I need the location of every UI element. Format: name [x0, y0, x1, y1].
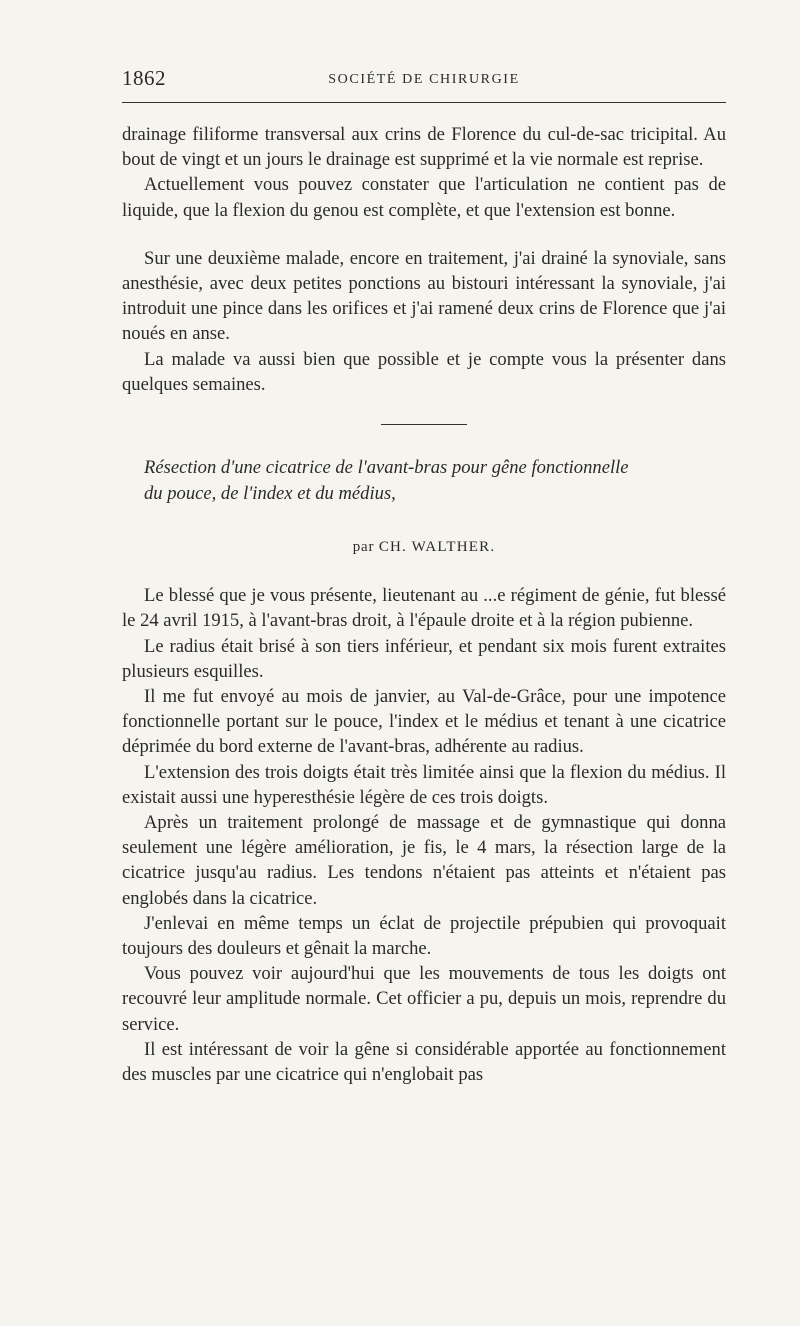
author-name: CH. WALTHER. — [378, 539, 496, 556]
author-prefix: par — [352, 539, 375, 556]
paragraph-gap — [122, 223, 726, 246]
paragraph: La malade va aussi bien que possible et je compte vous la présenter dans quelques semaines. — [122, 348, 726, 395]
paragraph: Actuellement vous pouvez constater que l'articulation ne contient pas de liquide, que la flexion du genou est complète, et que l'extension est bonne. — [122, 174, 726, 221]
page-header — [122, 66, 726, 90]
paragraph: drainage filiforme transversal aux crins de Florence du cul-de-sac tricipital. Au bout de vingt et un jours le drainage est supprimé et la vie normale est reprise. — [122, 124, 726, 171]
article-author — [122, 535, 726, 560]
paragraph: L'extension des trois doigts était très limitée ainsi que la flexion du médius. Il existait aussi une hyperesthésie légère de ces trois doigts. — [122, 761, 726, 808]
paragraph: J'enlevai en même temps un éclat de projectile prépubien qui provoquait toujours des douleurs et gênait la marche. — [122, 912, 726, 960]
section-separator — [381, 424, 467, 425]
header-rule — [122, 102, 726, 103]
paragraph: Après un traitement prolongé de massage et de gymnastique qui donna seulement une légère amélioration, je fis, le 4 mars, la résection large de la cicatrice jusqu'au radius. Les tendons n'étaient pas atteints et n'étaient pas englobés dans la cicatrice. — [122, 812, 726, 909]
paragraph: Vous pouvez voir aujourd'hui que les mouvements de tous les doigts ont recouvré leur amplitude normale. Cet officier a pu, depuis un mois, reprendre du service. — [122, 963, 726, 1035]
article-title-line2: du pouce, de l'index et du médius, — [144, 483, 396, 505]
running-head: SOCIÉTÉ DE CHIRURGIE — [328, 72, 520, 87]
page-body — [122, 122, 726, 1087]
paragraph: Il est intéressant de voir la gêne si considérable apportée au fonctionnement des muscles par une cicatrice qui n'englobait pas — [122, 1038, 726, 1086]
paragraph: Il me fut envoyé au mois de janvier, au Val-de-Grâce, pour une impotence fonctionnelle portant sur le pouce, l'index et le médius et tenant à une cicatrice déprimée du bord externe de l'avant-bras, adhérente au radius. — [122, 686, 726, 758]
paragraph: Le blessé que je vous présente, lieutenant au ...e régiment de génie, fut blessé le 24 avril 1915, à l'avant-bras droit, à l'épaule droite et à la région pubienne. — [122, 585, 726, 632]
page-number: 1862 — [122, 66, 166, 90]
paragraph: Sur une deuxième malade, encore en traitement, j'ai drainé la synoviale, sans anesthésie, avec deux petites ponctions au bistouri intéressant la synoviale, j'ai introduit une pince dans les orifices et j'ai ramené deux crins de Florence que j'ai noués en anse. — [122, 247, 726, 345]
paragraph: Le radius était brisé à son tiers inférieur, et pendant six mois furent extraites plusieurs esquilles. — [122, 635, 726, 682]
article-title-line1: Résection d'une cicatrice de l'avant-bras pour gêne fonctionnelle — [144, 457, 629, 479]
